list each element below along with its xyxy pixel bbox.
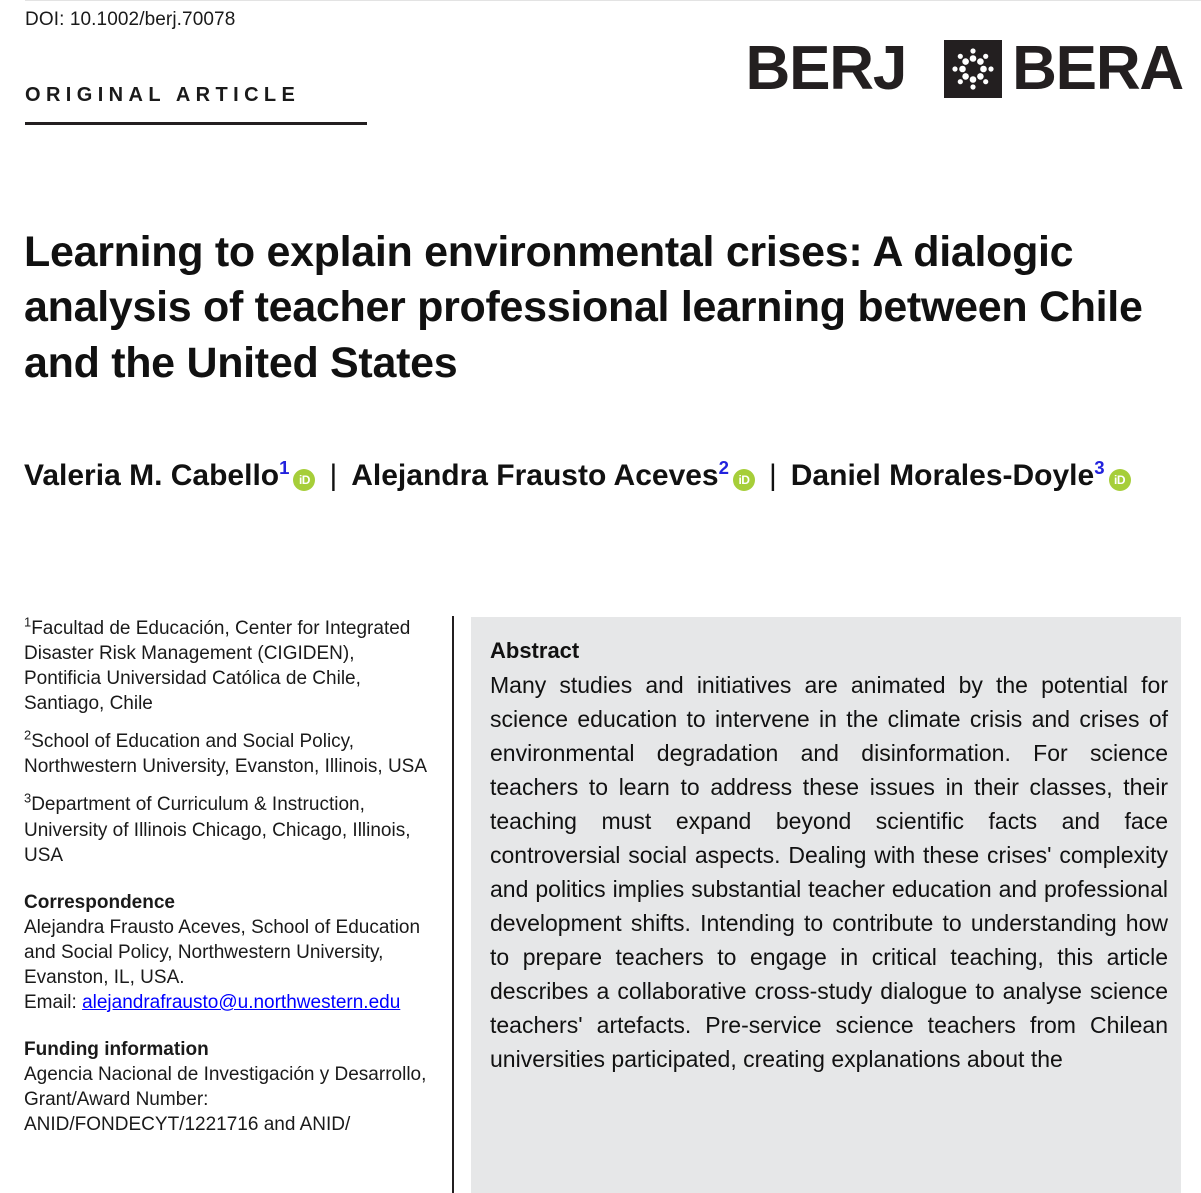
- metadata-column: [24, 616, 434, 1137]
- author-entry-3: [791, 459, 1131, 492]
- doi-text: DOI: 10.1002/berj.70078: [25, 9, 236, 30]
- author-name: Daniel Morales-Doyle: [790, 459, 1095, 492]
- affiliation-item: [24, 616, 434, 716]
- author-affiliation-marker: 1: [279, 457, 290, 478]
- correspondence-address: Alejandra Frausto Aceves, School of Education and Social Policy, Northwestern University, Evanston, IL, USA.: [24, 916, 421, 988]
- correspondence-heading: Correspondence: [24, 891, 175, 913]
- article-type-label: ORIGINAL ARTICLE: [25, 84, 301, 106]
- abstract-heading: Abstract: [490, 638, 580, 663]
- page-title: Learning to explain environmental crises: A dialogic analysis of teacher professional learning between Chile and the United States: [24, 227, 1143, 387]
- author-separator: |: [768, 459, 777, 492]
- author-entry-1: [24, 459, 315, 492]
- author-list: [24, 450, 1174, 502]
- author-separator: |: [329, 459, 338, 492]
- affiliation-item: [24, 792, 434, 867]
- bera-radial-dot-logo-icon: [944, 40, 1002, 98]
- publisher-branding: [745, 34, 1183, 103]
- author-name: Valeria M. Cabello: [24, 459, 280, 492]
- author-entry-2: [351, 459, 755, 492]
- affiliation-item: [24, 729, 434, 779]
- affiliation-text: Department of Curriculum & Instruction, University of Illinois Chicago, Chicago, Illinois, USA: [24, 794, 411, 866]
- abstract-text: Many studies and initiatives are animated by the potential for science education to intervene in the climate crisis and crises of environmental degradation and disinformation. For science teachers to learn to address these issues in their classes, their teaching must expand beyond scientific facts and face controversial social aspects. Dealing with these crises' complexity and politics implies substantial teacher education and professional development shifts. Intending to contribute to understanding how to prepare teachers to engage in critical teaching, this article describes a collaborative cross-study dialogue to analyse science teachers' artefacts. Pre-service science teachers from Chilean universities participated, creating explanations about the: [490, 671, 1168, 1072]
- bera-logo-wordmark: BERA: [1012, 34, 1183, 103]
- affiliation-marker: 2: [24, 727, 32, 743]
- orcid-icon[interactable]: iD: [1109, 469, 1131, 491]
- affiliation-text: Facultad de Educación, Center for Integrated Disaster Risk Management (CIGIDEN), Pontificia Universidad Católica de Chile, Santiago, Chile: [24, 618, 411, 715]
- column-divider: [452, 616, 454, 1193]
- page-top-rule: [25, 0, 1201, 1]
- affiliation-marker: 1: [24, 614, 32, 630]
- funding-body: Agencia Nacional de Investigación y Desarrollo, Grant/Award Number: ANID/FONDECYT/1221716 and ANID/: [24, 1064, 427, 1136]
- bera-logo: [944, 34, 1183, 103]
- orcid-icon[interactable]: iD: [733, 469, 755, 491]
- funding-heading: Funding information: [24, 1039, 209, 1061]
- author-affiliation-marker: 2: [718, 457, 729, 478]
- correspondence-email-link[interactable]: alejandrafrausto@u.northwestern.edu: [82, 992, 401, 1014]
- author-name: Alejandra Frausto Aceves: [351, 459, 719, 492]
- article-type-underline: [25, 122, 367, 125]
- correspondence-body: [24, 915, 434, 1015]
- affiliation-marker: 3: [24, 791, 32, 807]
- email-label: Email:: [24, 992, 83, 1014]
- author-affiliation-marker: 3: [1094, 457, 1105, 478]
- affiliation-text: School of Education and Social Policy, Northwestern University, Evanston, Illinois, USA: [24, 731, 428, 778]
- orcid-icon[interactable]: iD: [293, 469, 315, 491]
- abstract-panel: [471, 617, 1181, 1193]
- berj-logo-wordmark: BERJ: [745, 34, 907, 103]
